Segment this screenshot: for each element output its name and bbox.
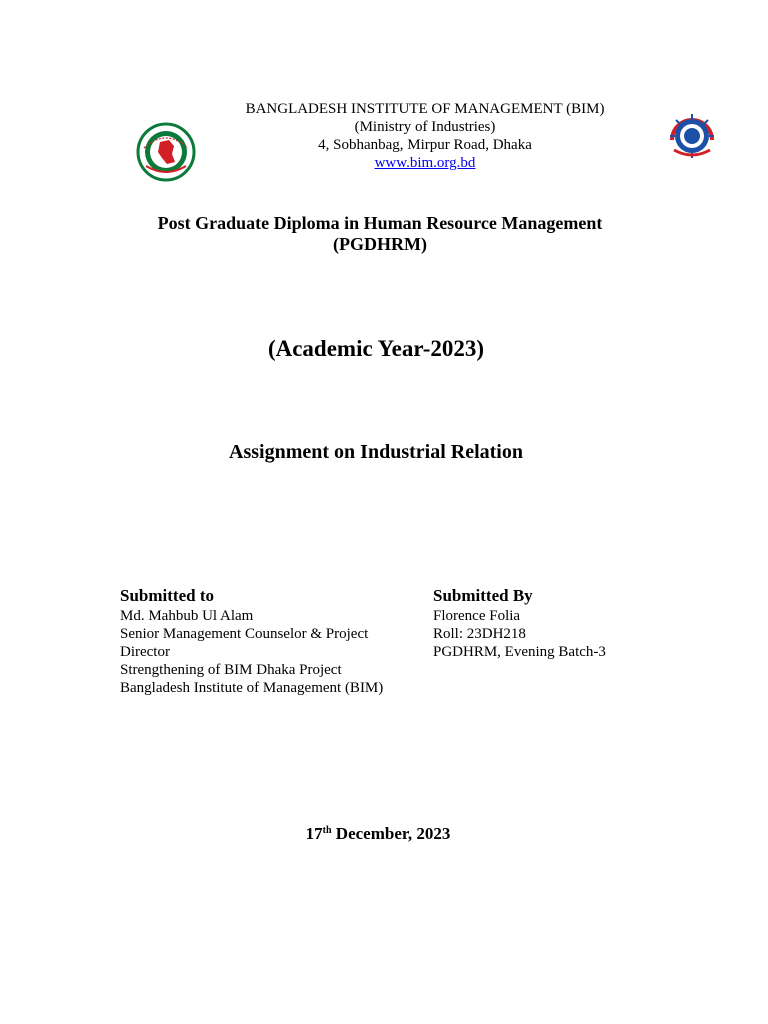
ministry-name: (Ministry of Industries) bbox=[354, 119, 496, 135]
bim-emblem-icon bbox=[666, 110, 718, 162]
submitted-to-line: Bangladesh Institute of Management (BIM) bbox=[120, 680, 384, 696]
submitted-by-heading: Submitted By bbox=[433, 586, 533, 605]
date-day: 17 bbox=[305, 824, 323, 843]
program-title-line2: (PGDHRM) bbox=[333, 234, 427, 254]
submitted-to-line: Md. Mahbub Ul Alam bbox=[120, 608, 254, 624]
program-title bbox=[0, 213, 768, 255]
submitted-to-block bbox=[120, 587, 400, 697]
submitted-to-line: Senior Management Counselor & Project bbox=[120, 626, 369, 642]
submitted-to-heading: Submitted to bbox=[120, 586, 214, 605]
institute-address: 4, Sobhanbag, Mirpur Road, Dhaka bbox=[318, 137, 532, 153]
submission-date bbox=[0, 824, 762, 844]
submitted-by-line: PGDHRM, Evening Batch-3 bbox=[433, 644, 606, 660]
website-link[interactable]: www.bim.org.bd bbox=[374, 155, 476, 171]
institute-name: BANGLADESH INSTITUTE OF MANAGEMENT (BIM) bbox=[245, 101, 605, 117]
assignment-title: Assignment on Industrial Relation bbox=[229, 441, 523, 463]
date-rest: December, 2023 bbox=[331, 824, 451, 843]
academic-year: (Academic Year-2023) bbox=[267, 336, 485, 361]
submitted-by-line: Florence Folia bbox=[433, 608, 521, 624]
submitted-by-line: Roll: 23DH218 bbox=[433, 626, 526, 642]
institute-header bbox=[0, 100, 768, 172]
program-title-line1: Post Graduate Diploma in Human Resource Management bbox=[157, 213, 603, 233]
submitted-by-block bbox=[433, 587, 693, 661]
submitted-to-line: Strengthening of BIM Dhaka Project bbox=[120, 662, 342, 678]
submitted-to-line: Director bbox=[120, 644, 170, 660]
date-suffix: th bbox=[322, 825, 332, 836]
